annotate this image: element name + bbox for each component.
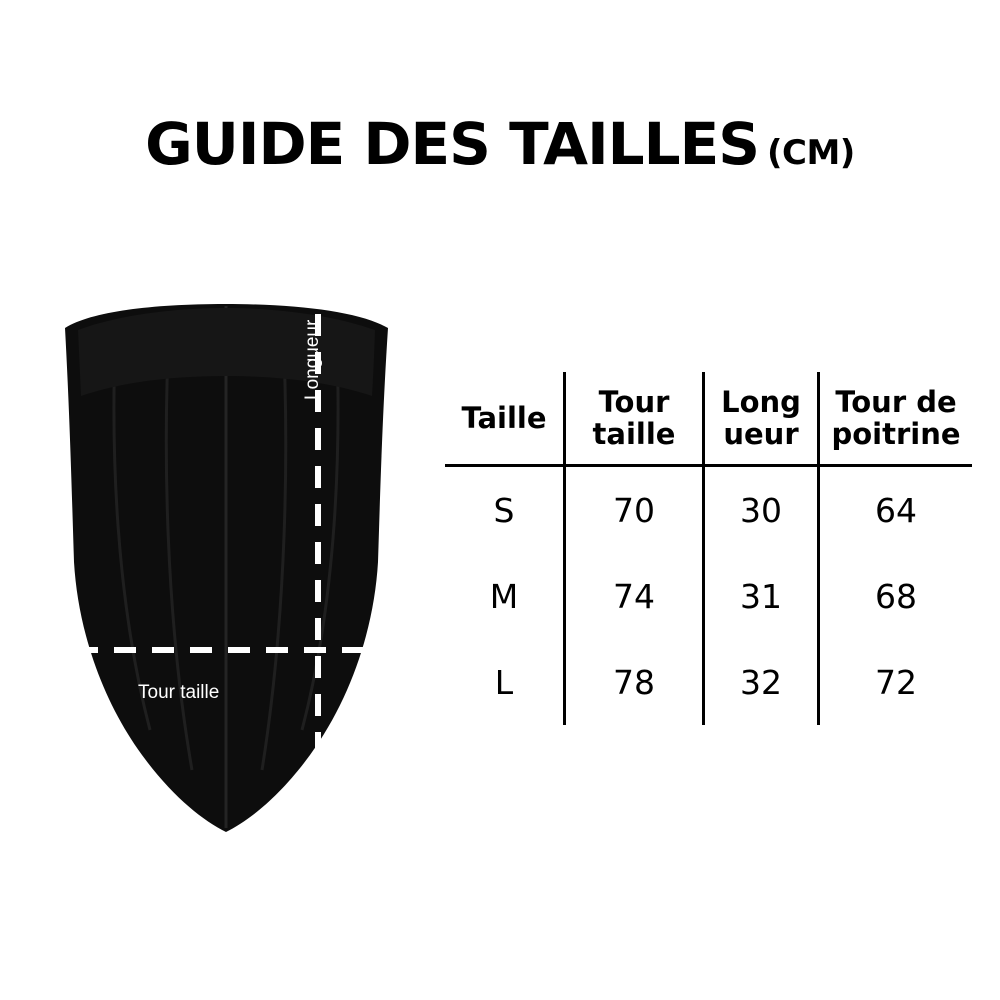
cell-length: 31: [704, 553, 819, 639]
cell-bust: 64: [819, 466, 973, 554]
header-tour-poitrine-line2: poitrine: [831, 417, 961, 451]
table-header-row: [445, 372, 972, 466]
table-row: [445, 553, 972, 639]
table-row: [445, 639, 972, 725]
cell-bust: 72: [819, 639, 973, 725]
cell-waist: 74: [565, 553, 704, 639]
waist-label: Tour taille: [138, 682, 220, 703]
cell-size: S: [493, 490, 515, 530]
cell-bust: 68: [819, 553, 973, 639]
length-label: Longueur: [302, 319, 323, 400]
size-chart-table: [445, 372, 972, 725]
table-row: [445, 466, 972, 554]
cell-waist: 78: [565, 639, 704, 725]
header-tour-poitrine: [819, 372, 973, 466]
cell-size: L: [494, 662, 514, 702]
table-header: [445, 372, 972, 466]
corset-illustration: [30, 300, 450, 840]
header-longueur-line1: Long: [721, 384, 801, 419]
table-body: [445, 466, 972, 726]
title-text: GUIDE DES TAILLES: [145, 110, 759, 178]
header-tour-taille-line1: Tour: [598, 384, 670, 419]
header-longueur: [704, 372, 819, 466]
cell-size: M: [489, 576, 519, 616]
header-tour-taille: [565, 372, 704, 466]
cell-length: 30: [704, 466, 819, 554]
header-longueur-line2: ueur: [723, 417, 799, 451]
header-taille: [445, 372, 565, 466]
page-title: [0, 110, 1000, 178]
cell-length: 32: [704, 639, 819, 725]
header-tour-poitrine-line1: Tour de: [835, 384, 957, 419]
header-taille-line1: Taille: [461, 400, 547, 435]
cell-waist: 70: [565, 466, 704, 554]
header-tour-taille-line2: taille: [592, 417, 676, 451]
title-unit: (CM): [766, 133, 855, 173]
corset-shape-svg: [30, 300, 450, 840]
